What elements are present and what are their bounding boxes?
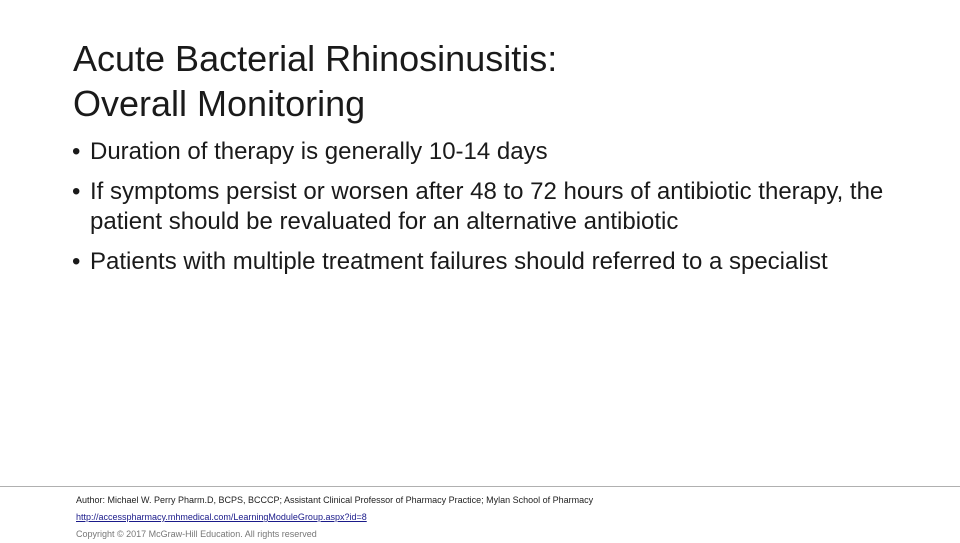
bullet-item <box>72 177 892 237</box>
source-link[interactable]: http://accesspharmacy.mhmedical.com/LearningModuleGroup.aspx?id=8 <box>76 512 367 522</box>
bullet-item <box>72 137 892 167</box>
bullet-list <box>72 137 892 287</box>
author-credit: Author: Michael W. Perry Pharm.D, BCPS, BCCCP; Assistant Clinical Professor of Pharmacy Practice; Mylan School of Pharmacy <box>76 495 594 505</box>
bullet-marker: • <box>72 248 81 275</box>
slide-title-line-2: Overall Monitoring <box>73 83 366 124</box>
slide-title <box>73 36 873 126</box>
bullet-item <box>72 247 892 277</box>
bullet-text: Patients with multiple treatment failures should referred to a specialist <box>90 248 828 275</box>
slide-footer <box>76 492 936 543</box>
footer-divider <box>0 486 960 487</box>
bullet-text: Duration of therapy is generally 10-14 days <box>90 138 548 165</box>
copyright-notice: Copyright © 2017 McGraw-Hill Education. All rights reserved <box>76 529 317 539</box>
bullet-marker: • <box>72 178 81 205</box>
bullet-marker: • <box>72 138 81 165</box>
slide-title-line-1: Acute Bacterial Rhinosinusitis: <box>73 38 558 79</box>
bullet-text: If symptoms persist or worsen after 48 to 72 hours of antibiotic therapy, the patient should be revaluated for an alternative antibiotic <box>90 178 884 235</box>
